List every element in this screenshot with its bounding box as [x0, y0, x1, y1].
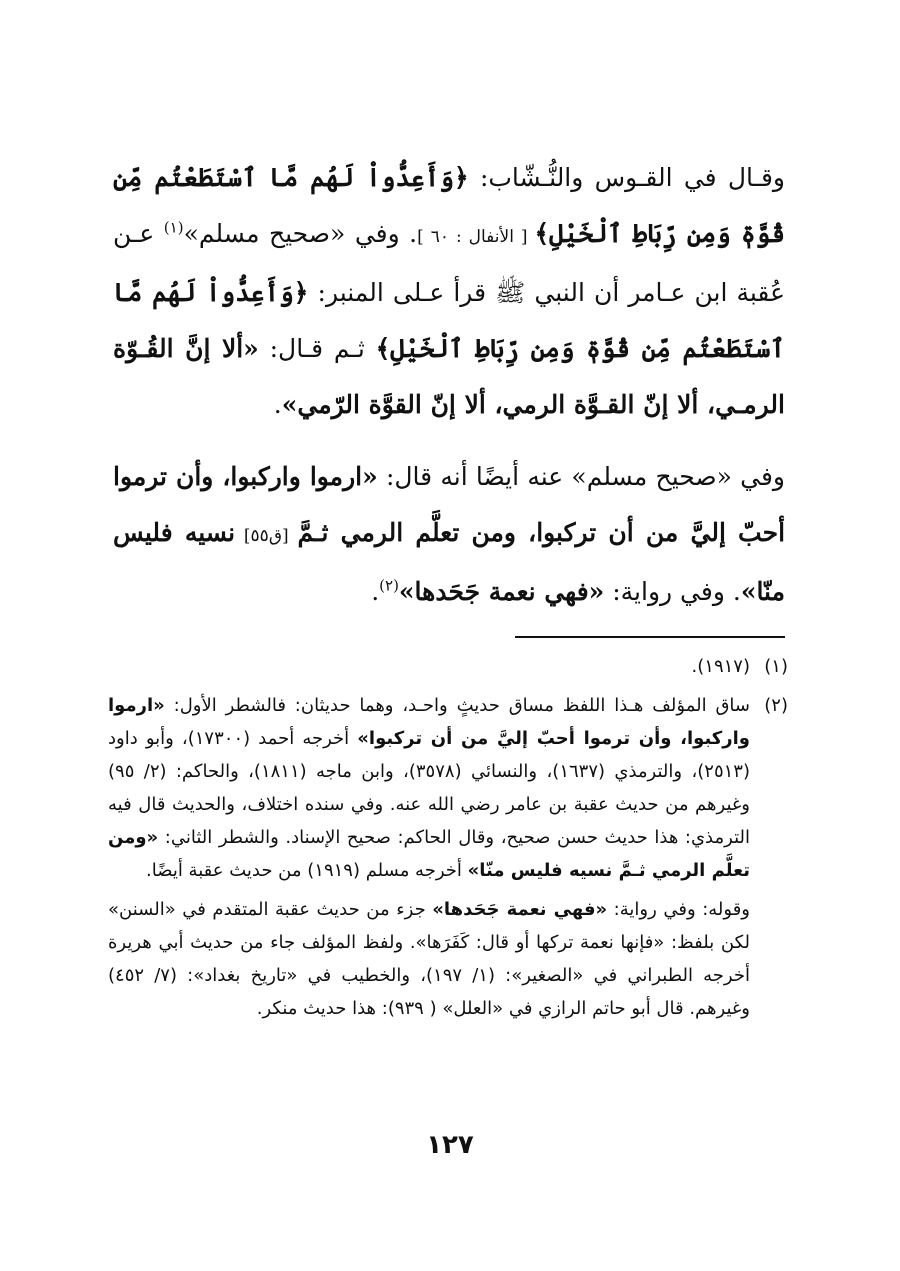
footnote-ref-2: (٢): [379, 576, 399, 595]
fn2-b1: «ارموا واركبوا، وأن ترموا أحبّ إليَّ من أن تركبوا»: [108, 695, 750, 749]
footnotes: [108, 650, 788, 1025]
p1-mid2: عـن عُقبة ابن عـامر أن النبي ﷺ قرأ عـلى المنبر:: [113, 219, 785, 307]
footnote-2-para-2: [108, 893, 750, 1025]
manuscript-marker: [ق٥٥]: [235, 526, 298, 546]
p2-intro: وفي «صحيح مسلم» عنه أيضًا أنه قال:: [377, 462, 785, 491]
footnote-separator: [515, 636, 785, 638]
fn2-p2b: جزء من حديث عقبة المتقدم في «السنن» لكن بلفظ: «فإنها نعمة تركها أو قال: كَفَرَها». ولفظ المؤلف جاء من حديث أبي هريرة أخرجه الطبراني في «الصغير»: (١/ ١٩٧)، والخطيب في «تاريخ بغداد»: (٧/ ٤٥٢) وغيرهم. قال أبو حاتم الرازي في «العلل» ( ٩٣٩): هذا حديث منكر.: [108, 899, 750, 1019]
p1-mid3: ثـم قـال:: [258, 334, 376, 363]
hadith-quote-1b: نسيه فليس منّا»: [113, 518, 785, 606]
quran-verse-1: ﴿وَأَعِدُّواْ لَهُم مَّا ٱسْتَطَعْتُم مِّن قُوَّةٖ وَمِن رِّبَاطِ ٱلْخَيْلِ﴾: [113, 163, 785, 248]
footnote-2: [108, 689, 788, 1025]
footnote-2-number: (٢): [764, 695, 788, 716]
hadith-quote-1a: «ارموا واركبوا، وأن ترموا أحبّ إليَّ من أن تركبوا، ومن تعلَّم الرمي ثـمَّ: [113, 462, 786, 547]
p1-mid1: . وفي «صحيح مسلم»: [183, 219, 418, 248]
p2-end: .: [371, 577, 380, 606]
fn2-t1: ساق المؤلف هـذا اللفظ مساق حديثٍ واحـد، وهما حديثان: فالشطر الأول:: [164, 695, 750, 716]
quran-verse-2: ﴿وَأَعِدُّواْ لَهُم مَّا ٱسْتَطَعْتُم مِّن قُوَّةٖ وَمِن رِّبَاطِ ٱلْخَيْلِ﴾: [113, 278, 785, 363]
footnote-2-body: [108, 689, 750, 1025]
p2-mid: . وفي رواية:: [604, 577, 741, 606]
main-text: [113, 150, 785, 620]
verse-reference: [ الأنفال : ٦٠ ]: [417, 227, 535, 247]
fn2-b2: «ومن تعلَّم الرمي ثـمَّ نسيه فليس منّا»: [108, 827, 750, 881]
hadith-quote-2: «فهي نعمة جَحَدها»: [398, 577, 605, 606]
page-number: ١٢٧: [426, 1130, 474, 1160]
fn2-t3: أخرجه مسلم (١٩١٩) من حديث عقبة أيضًا.: [146, 860, 468, 881]
paragraph-2: [113, 449, 785, 620]
footnote-2-para-1: [108, 689, 750, 887]
fn2-p2a: وقوله: وفي رواية:: [607, 899, 751, 920]
footnote-1-text: (١٩١٧).: [691, 656, 750, 677]
fn2-t2: أخرجه أحمد (١٧٣٠٠)، وأبو داود (٢٥١٣)، والترمذي (١٦٣٧)، والنسائي (٣٥٧٨)، وابن ماجه (١٨١١)، والحاكم: (٢/ ٩٥) وغيرهم من حديث عقبة بن عامر رضي الله عنه. وفي سنده اختلاف، والحديث قال فيه الترمذي: هذا حديث حسن صحيح، وقال الحاكم: صحيح الإسناد. والشطر الثاني:: [108, 728, 750, 848]
p1-end: .: [273, 390, 282, 419]
fn2-b3: «فهي نعمة جَحَدها»: [432, 899, 608, 920]
footnote-1-number: (١): [764, 656, 788, 677]
footnote-1: [108, 650, 788, 683]
paragraph-1: [113, 150, 785, 433]
footnote-ref-1: (١): [163, 218, 184, 237]
p1-intro: وقـال في القـوس والنُّـشّاب:: [468, 163, 785, 192]
hadith-quote: «ألا إنَّ القُـوّة الرمـي، ألا إنّ القـوَّة الرمي، ألا إنّ القوَّة الرّمي»: [113, 334, 785, 419]
